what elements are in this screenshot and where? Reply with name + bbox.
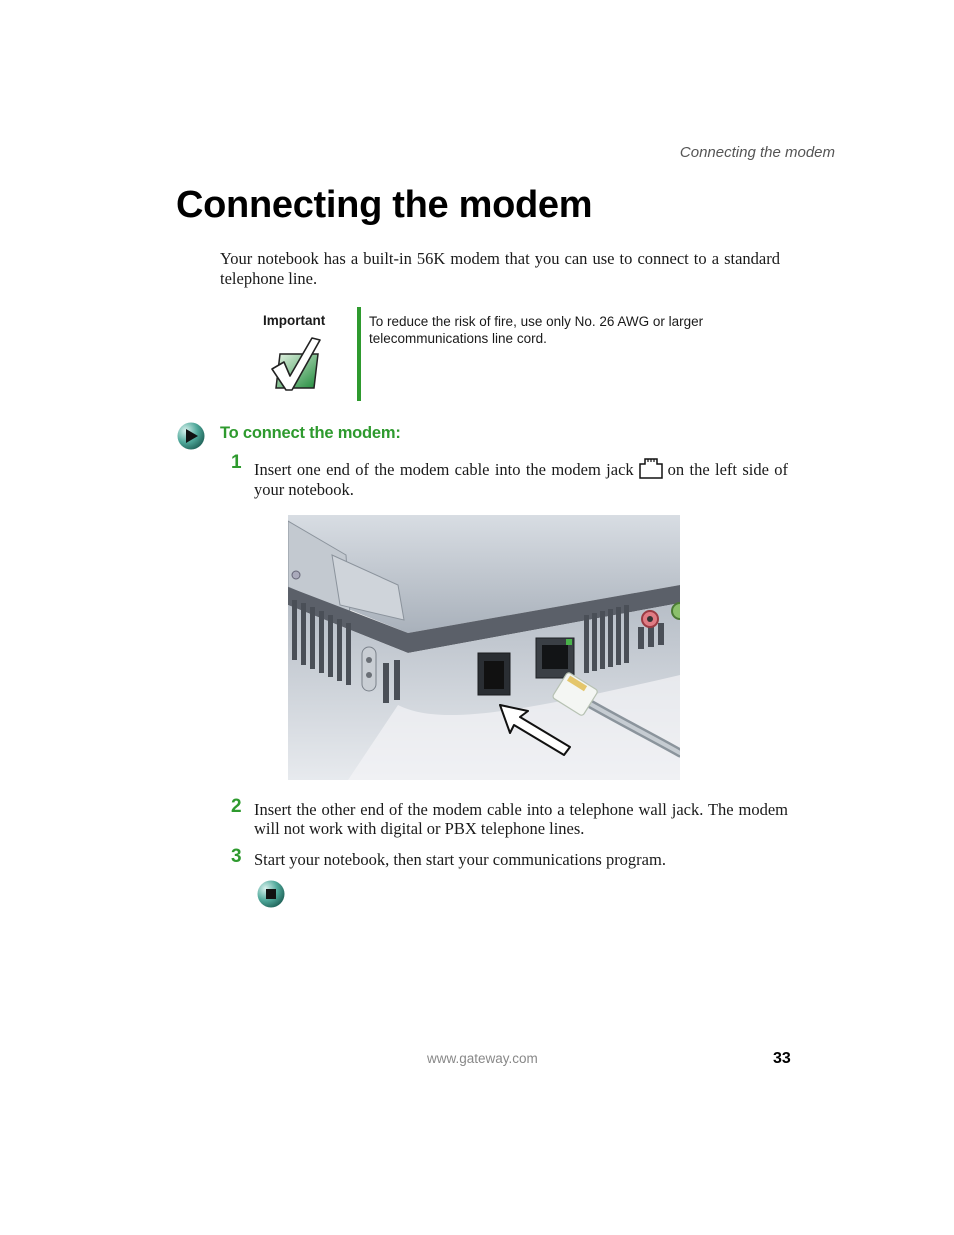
step-text-after: on the left side of your notebook. <box>254 460 788 499</box>
important-divider <box>357 307 361 401</box>
footer-url[interactable]: www.gateway.com <box>427 1051 538 1066</box>
important-text: To reduce the risk of fire, use only No. 26 AWG or larger telecommunications line cord. <box>369 314 704 346</box>
play-arrow-icon <box>177 421 205 451</box>
notebook-modem-port-photo <box>288 515 680 780</box>
intro-paragraph: Your notebook has a built-in 56K modem that you can use to connect to a standard telephone line. <box>220 249 780 288</box>
modem-jack-icon <box>638 456 664 480</box>
procedure-heading: To connect the modem: <box>220 424 401 442</box>
step-number: 3 <box>231 846 242 867</box>
step-number: 1 <box>231 452 242 473</box>
stop-square-icon <box>257 880 285 908</box>
step-text: Start your notebook, then start your communications program. <box>254 850 666 869</box>
step-text: Insert the other end of the modem cable into a telephone wall jack. The modem will not work with digital or PBX telephone lines. <box>254 800 788 838</box>
checkmark-icon <box>270 336 322 392</box>
step-text-before: Insert one end of the modem cable into the modem jack <box>254 460 634 479</box>
page-title: Connecting the modem <box>176 184 593 226</box>
step-number: 2 <box>231 796 242 817</box>
step-text <box>254 456 788 499</box>
running-header: Connecting the modem <box>679 144 835 161</box>
important-label: Important <box>263 313 326 328</box>
page-number: 33 <box>773 1050 791 1067</box>
